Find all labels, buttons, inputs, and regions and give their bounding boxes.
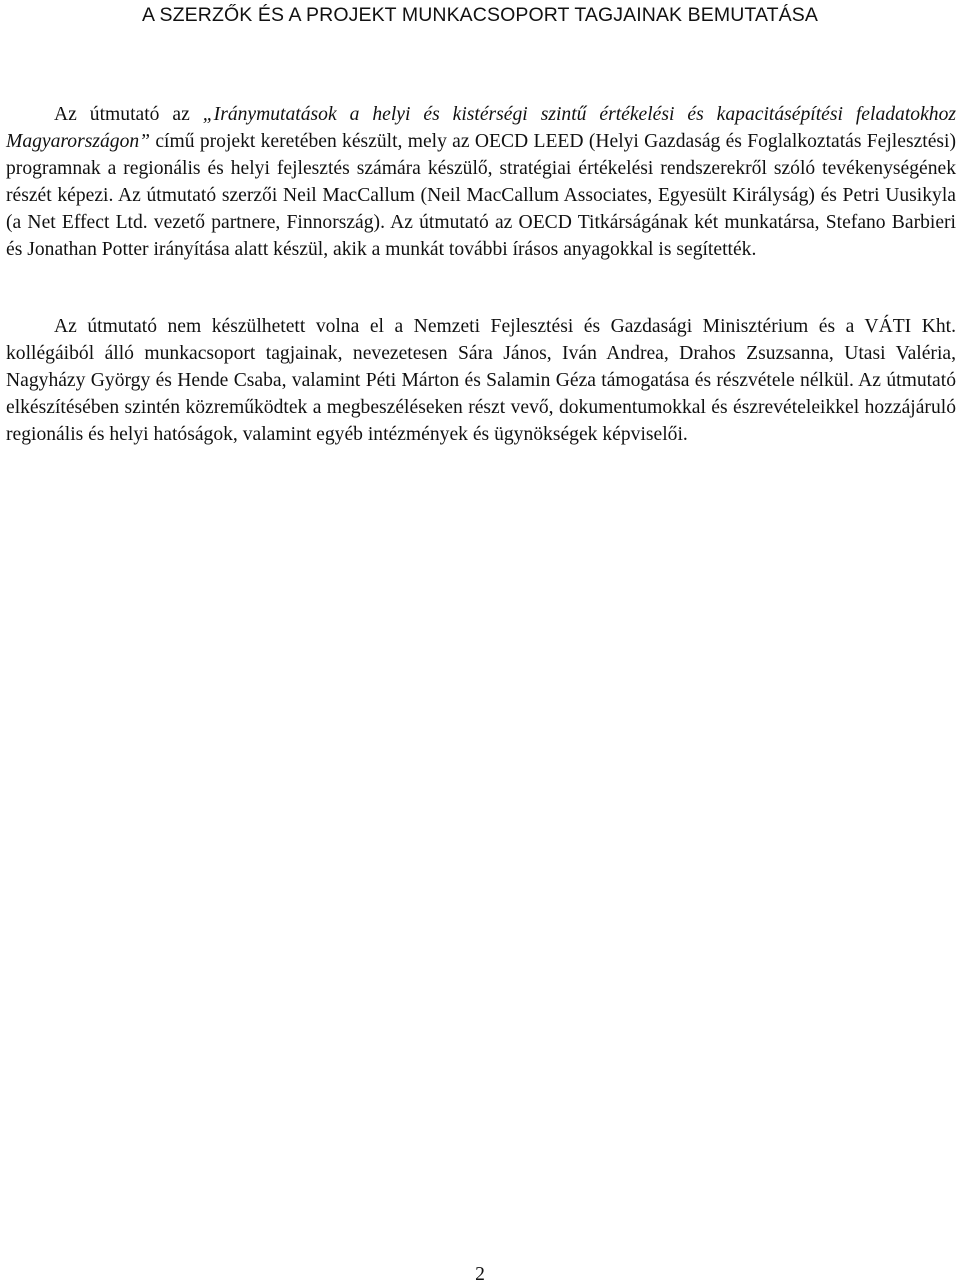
- page-heading: A SZERZŐK ÉS A PROJEKT MUNKACSOPORT TAGJAINAK BEMUTATÁSA: [142, 4, 818, 26]
- paragraph-acknowledgements: Az útmutató nem készülhetett volna el a Nemzeti Fejlesztési és Gazdasági Minisztérium és a VÁTI Kht. kollégáiból álló munkacsoport tagjainak, nevezetesen Sára János, Iván Andrea, Drahos Zsuzsanna, Utasi Valéria, Nagyházy György és Hende Csaba, valamint Péti Márton és Salamin Géza támogatása és részvétele nélkül. Az útmutató elkészítésében szintén közreműködtek a megbeszéléseken részt vevő, dokumentumokkal és észrevételeikkel hozzájáruló regionális és helyi hatóságok, valamint egyéb intézmények és ügynökségek képviselői.: [6, 316, 956, 445]
- paragraph-intro-lead: Az útmutató az: [54, 104, 203, 125]
- paragraph-intro-body: című projekt keretében készült, mely az OECD LEED (Helyi Gazdaság és Foglalkoztatás Fejlesztési) programnak a regionális és helyi fejlesztés számára készülő, stratégiai értékelési rendszerekről szóló tevékenységének részét képezi. Az útmutató szerzői Neil MacCallum (Neil MacCallum Associates, Egyesült Királyság) és Petri Uusikyla (a Net Effect Ltd. vezető partnere, Finnország). Az útmutató az OECD Titkárságának két munkatársa, Stefano Barbieri és Jonathan Potter irányítása alatt készül, akik a munkát további írásos anyagokkal is segítették.: [6, 130, 956, 260]
- page-number: 2: [475, 1264, 485, 1285]
- paragraph-intro: [6, 102, 956, 263]
- project-title: „Iránymutatások a helyi és kistérségi szintű értékelési és kapacitásépítési feladatokhoz Magyarországon”: [6, 104, 956, 152]
